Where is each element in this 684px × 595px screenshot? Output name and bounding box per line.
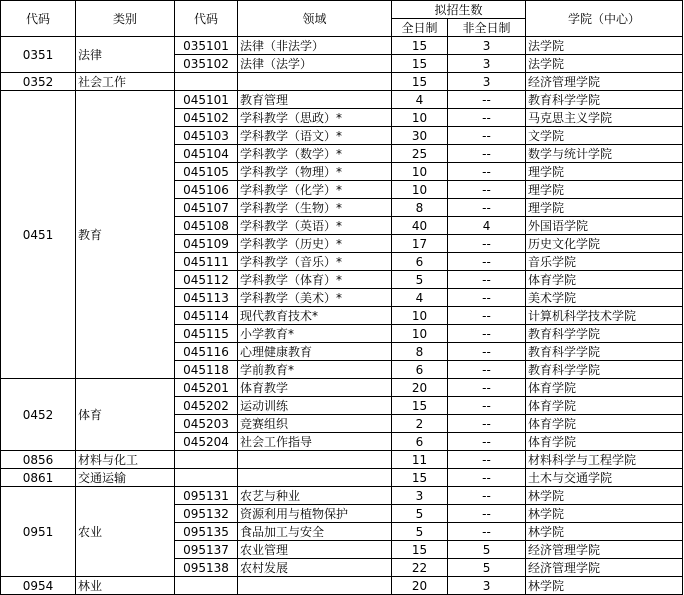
field-cell: 社会工作指导: [238, 433, 392, 451]
category-cell: 材料与化工: [76, 451, 175, 469]
full-time-cell: 4: [392, 289, 448, 307]
field-cell: 心理健康教育: [238, 343, 392, 361]
college-cell: 林学院: [526, 505, 683, 523]
code-cell: 0452: [1, 379, 76, 451]
part-time-cell: --: [448, 235, 526, 253]
college-cell: 林学院: [526, 523, 683, 541]
sub-code-cell: 045104: [175, 145, 238, 163]
sub-code-cell: 045106: [175, 181, 238, 199]
sub-code-cell: [175, 73, 238, 91]
header-field: 领域: [238, 1, 392, 37]
sub-code-cell: 045114: [175, 307, 238, 325]
sub-code-cell: 045201: [175, 379, 238, 397]
college-cell: 林学院: [526, 577, 683, 595]
full-time-cell: 10: [392, 163, 448, 181]
college-cell: 体育学院: [526, 379, 683, 397]
part-time-cell: --: [448, 361, 526, 379]
field-cell: 农艺与种业: [238, 487, 392, 505]
code-cell: 0351: [1, 37, 76, 73]
part-time-cell: --: [448, 379, 526, 397]
full-time-cell: 6: [392, 361, 448, 379]
sub-code-cell: 045203: [175, 415, 238, 433]
sub-code-cell: [175, 451, 238, 469]
college-cell: 理学院: [526, 199, 683, 217]
category-cell: 交通运输: [76, 469, 175, 487]
part-time-cell: 5: [448, 541, 526, 559]
header-sub-code: 代码: [175, 1, 238, 37]
category-cell: 社会工作: [76, 73, 175, 91]
sub-code-cell: 045108: [175, 217, 238, 235]
college-cell: 土木与交通学院: [526, 469, 683, 487]
field-cell: 运动训练: [238, 397, 392, 415]
table-row: [1, 379, 683, 397]
sub-code-cell: 045116: [175, 343, 238, 361]
field-cell: 农业管理: [238, 541, 392, 559]
full-time-cell: 8: [392, 343, 448, 361]
college-cell: 材料科学与工程学院: [526, 451, 683, 469]
field-cell: [238, 451, 392, 469]
college-cell: 马克思主义学院: [526, 109, 683, 127]
sub-code-cell: 035101: [175, 37, 238, 55]
header-part-time: 非全日制: [448, 19, 526, 37]
field-cell: 学科教学（英语）*: [238, 217, 392, 235]
college-cell: 教育科学学院: [526, 361, 683, 379]
part-time-cell: --: [448, 325, 526, 343]
sub-code-cell: 095137: [175, 541, 238, 559]
full-time-cell: 10: [392, 109, 448, 127]
part-time-cell: --: [448, 415, 526, 433]
full-time-cell: 20: [392, 577, 448, 595]
full-time-cell: 5: [392, 505, 448, 523]
part-time-cell: --: [448, 253, 526, 271]
sub-code-cell: 045107: [175, 199, 238, 217]
full-time-cell: 10: [392, 307, 448, 325]
full-time-cell: 3: [392, 487, 448, 505]
code-cell: 0951: [1, 487, 76, 577]
full-time-cell: 11: [392, 451, 448, 469]
full-time-cell: 22: [392, 559, 448, 577]
field-cell: 资源利用与植物保护: [238, 505, 392, 523]
part-time-cell: --: [448, 181, 526, 199]
full-time-cell: 6: [392, 253, 448, 271]
category-cell: 体育: [76, 379, 175, 451]
part-time-cell: --: [448, 91, 526, 109]
table-row: [1, 73, 683, 91]
sub-code-cell: 045103: [175, 127, 238, 145]
full-time-cell: 15: [392, 73, 448, 91]
college-cell: 音乐学院: [526, 253, 683, 271]
sub-code-cell: 095135: [175, 523, 238, 541]
college-cell: 体育学院: [526, 415, 683, 433]
part-time-cell: --: [448, 145, 526, 163]
part-time-cell: 4: [448, 217, 526, 235]
full-time-cell: 10: [392, 181, 448, 199]
sub-code-cell: 045204: [175, 433, 238, 451]
table-row: [1, 451, 683, 469]
header-full-time: 全日制: [392, 19, 448, 37]
field-cell: 学科教学（化学）*: [238, 181, 392, 199]
part-time-cell: --: [448, 271, 526, 289]
college-cell: 教育科学学院: [526, 325, 683, 343]
college-cell: 林学院: [526, 487, 683, 505]
sub-code-cell: [175, 469, 238, 487]
part-time-cell: --: [448, 343, 526, 361]
field-cell: 学科教学（数学）*: [238, 145, 392, 163]
full-time-cell: 17: [392, 235, 448, 253]
sub-code-cell: 045112: [175, 271, 238, 289]
part-time-cell: --: [448, 397, 526, 415]
sub-code-cell: 045202: [175, 397, 238, 415]
field-cell: 学前教育*: [238, 361, 392, 379]
part-time-cell: 3: [448, 55, 526, 73]
college-cell: 理学院: [526, 163, 683, 181]
part-time-cell: 5: [448, 559, 526, 577]
sub-code-cell: 045111: [175, 253, 238, 271]
field-cell: 法律（非法学）: [238, 37, 392, 55]
college-cell: 文学院: [526, 127, 683, 145]
full-time-cell: 4: [392, 91, 448, 109]
college-cell: 法学院: [526, 37, 683, 55]
college-cell: 体育学院: [526, 397, 683, 415]
sub-code-cell: 035102: [175, 55, 238, 73]
full-time-cell: 20: [392, 379, 448, 397]
full-time-cell: 25: [392, 145, 448, 163]
sub-code-cell: 045115: [175, 325, 238, 343]
sub-code-cell: 045109: [175, 235, 238, 253]
part-time-cell: --: [448, 307, 526, 325]
code-cell: 0954: [1, 577, 76, 595]
field-cell: [238, 73, 392, 91]
part-time-cell: 3: [448, 37, 526, 55]
part-time-cell: --: [448, 199, 526, 217]
full-time-cell: 10: [392, 325, 448, 343]
sub-code-cell: 045102: [175, 109, 238, 127]
field-cell: 学科教学（思政）*: [238, 109, 392, 127]
code-cell: 0451: [1, 91, 76, 379]
college-cell: 经济管理学院: [526, 73, 683, 91]
field-cell: 学科教学（音乐）*: [238, 253, 392, 271]
field-cell: 学科教学（生物）*: [238, 199, 392, 217]
field-cell: 学科教学（体育）*: [238, 271, 392, 289]
sub-code-cell: 045113: [175, 289, 238, 307]
category-cell: 林业: [76, 577, 175, 595]
full-time-cell: 15: [392, 541, 448, 559]
full-time-cell: 40: [392, 217, 448, 235]
college-cell: 经济管理学院: [526, 559, 683, 577]
field-cell: 学科教学（美术）*: [238, 289, 392, 307]
full-time-cell: 15: [392, 469, 448, 487]
full-time-cell: 6: [392, 433, 448, 451]
college-cell: 法学院: [526, 55, 683, 73]
table-row: [1, 37, 683, 55]
full-time-cell: 15: [392, 397, 448, 415]
college-cell: 理学院: [526, 181, 683, 199]
part-time-cell: --: [448, 163, 526, 181]
college-cell: 经济管理学院: [526, 541, 683, 559]
field-cell: 食品加工与安全: [238, 523, 392, 541]
field-cell: 教育管理: [238, 91, 392, 109]
college-cell: 体育学院: [526, 271, 683, 289]
field-cell: 学科教学（物理）*: [238, 163, 392, 181]
full-time-cell: 30: [392, 127, 448, 145]
code-cell: 0352: [1, 73, 76, 91]
header-college: 学院（中心）: [526, 1, 683, 37]
category-cell: 教育: [76, 91, 175, 379]
college-cell: 体育学院: [526, 433, 683, 451]
college-cell: 计算机科学技术学院: [526, 307, 683, 325]
college-cell: 教育科学学院: [526, 91, 683, 109]
field-cell: 竞赛组织: [238, 415, 392, 433]
category-cell: 农业: [76, 487, 175, 577]
college-cell: 美术学院: [526, 289, 683, 307]
sub-code-cell: [175, 577, 238, 595]
field-cell: 小学教育*: [238, 325, 392, 343]
field-cell: [238, 469, 392, 487]
full-time-cell: 5: [392, 523, 448, 541]
sub-code-cell: 045118: [175, 361, 238, 379]
field-cell: [238, 577, 392, 595]
part-time-cell: --: [448, 523, 526, 541]
part-time-cell: --: [448, 109, 526, 127]
part-time-cell: --: [448, 433, 526, 451]
field-cell: 法律（法学）: [238, 55, 392, 73]
field-cell: 现代教育技术*: [238, 307, 392, 325]
table-row: [1, 469, 683, 487]
part-time-cell: --: [448, 289, 526, 307]
college-cell: 外国语学院: [526, 217, 683, 235]
college-cell: 教育科学学院: [526, 343, 683, 361]
table-row: [1, 91, 683, 109]
college-cell: 历史文化学院: [526, 235, 683, 253]
sub-code-cell: 095131: [175, 487, 238, 505]
field-cell: 体育教学: [238, 379, 392, 397]
sub-code-cell: 095132: [175, 505, 238, 523]
sub-code-cell: 045101: [175, 91, 238, 109]
full-time-cell: 15: [392, 55, 448, 73]
full-time-cell: 8: [392, 199, 448, 217]
field-cell: 农村发展: [238, 559, 392, 577]
field-cell: 学科教学（语文）*: [238, 127, 392, 145]
part-time-cell: --: [448, 469, 526, 487]
header-code: 代码: [1, 1, 76, 37]
part-time-cell: --: [448, 505, 526, 523]
part-time-cell: 3: [448, 73, 526, 91]
part-time-cell: --: [448, 127, 526, 145]
table-row: [1, 577, 683, 595]
header-category: 类别: [76, 1, 175, 37]
sub-code-cell: 045105: [175, 163, 238, 181]
category-cell: 法律: [76, 37, 175, 73]
table-row: [1, 487, 683, 505]
college-cell: 数学与统计学院: [526, 145, 683, 163]
code-cell: 0856: [1, 451, 76, 469]
part-time-cell: 3: [448, 577, 526, 595]
field-cell: 学科教学（历史）*: [238, 235, 392, 253]
code-cell: 0861: [1, 469, 76, 487]
full-time-cell: 2: [392, 415, 448, 433]
part-time-cell: --: [448, 451, 526, 469]
sub-code-cell: 095138: [175, 559, 238, 577]
header-quota: 拟招生数: [392, 1, 526, 19]
part-time-cell: --: [448, 487, 526, 505]
full-time-cell: 15: [392, 37, 448, 55]
full-time-cell: 5: [392, 271, 448, 289]
